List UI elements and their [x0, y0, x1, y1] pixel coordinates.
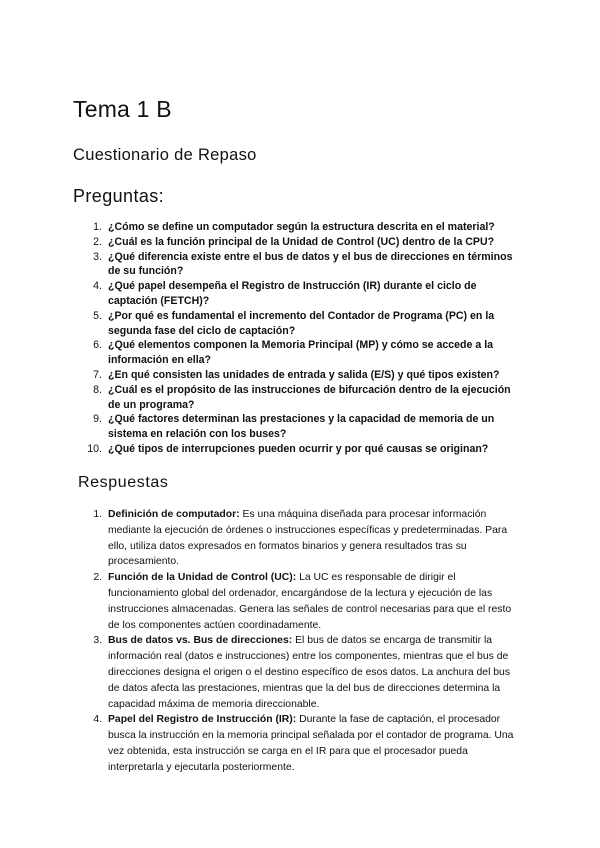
question-text: ¿Qué papel desempeña el Registro de Instrucción (IR) durante el ciclo de captación (FETCH)? [108, 280, 477, 307]
question-text: ¿Qué factores determinan las prestaciones y la capacidad de memoria de un sistema en relación con los buses? [108, 413, 495, 441]
answer-text: Durante la fase de captación, el procesador busca la instrucción en la memoria principal señalada por el contador de programa. Una vez obtenida, esta instrucción se carga en el IR para que el procesador pueda interpretarla y ejecutarla posteriormente. [108, 714, 514, 773]
answer-text: La UC es responsable de dirigir el funcionamiento global del ordenador, encargándose de la lectura y ejecución de las instrucciones almacenadas. Genera las señales de control necesarias para que el resto de los componentes actúen coordinadamente. [108, 572, 512, 631]
answer-item [80, 507, 520, 570]
answer-term: Bus de datos vs. Bus de direcciones: [108, 635, 293, 647]
answer-number: 1. [93, 509, 102, 520]
answer-number: 3. [93, 635, 102, 647]
question-item [80, 235, 520, 250]
question-number: 1. [93, 221, 102, 233]
answer-term: Definición de computador: [108, 509, 240, 520]
question-number: 3. [93, 250, 102, 263]
answer-term: Papel del Registro de Instrucción (IR): [108, 714, 297, 726]
document-title: Tema 1 B [73, 96, 172, 122]
question-number: 9. [93, 413, 102, 426]
question-number: 10. [87, 442, 102, 455]
document-subtitle: Cuestionario de Repaso [73, 146, 257, 164]
question-text: ¿Cuál es el propósito de las instrucciones de bifurcación dentro de la ejecución de un programa? [108, 383, 511, 411]
question-text: ¿Qué diferencia existe entre el bus de datos y el bus de direcciones en términos de su función? [108, 250, 513, 278]
question-number: 2. [93, 235, 102, 248]
answer-number: 2. [93, 572, 102, 584]
question-number: 7. [93, 368, 102, 381]
answers-list [80, 507, 520, 776]
question-item [80, 250, 520, 280]
question-number: 5. [93, 309, 102, 322]
question-text: ¿En qué consisten las unidades de entrada y salida (E/S) y qué tipos existen? [108, 368, 500, 381]
question-text: ¿Qué elementos componen la Memoria Principal (MP) y cómo se accede a la información en ella? [108, 339, 494, 367]
question-number: 8. [93, 383, 102, 396]
answer-term: Función de la Unidad de Control (UC): [108, 572, 297, 584]
question-text: ¿Qué tipos de interrupciones pueden ocurrir y por qué causas se originan? [108, 442, 489, 455]
question-text: ¿Por qué es fundamental el incremento del Contador de Programa (PC) en la segunda fase del ciclo de captación? [108, 309, 495, 337]
questions-list [80, 220, 520, 457]
question-item [80, 338, 520, 368]
question-number: 6. [93, 339, 102, 352]
question-item [80, 368, 520, 383]
question-text: ¿Cuál es la función principal de la Unidad de Control (UC) dentro de la CPU? [108, 235, 495, 248]
answer-item [80, 570, 520, 633]
question-item [80, 442, 520, 457]
question-item [80, 412, 520, 442]
question-item [80, 220, 520, 235]
answer-number: 4. [93, 714, 102, 726]
answers-heading: Respuestas [78, 474, 169, 491]
question-item [80, 383, 520, 413]
question-number: 4. [93, 280, 102, 293]
question-item [80, 309, 520, 339]
questions-heading: Preguntas: [73, 186, 165, 206]
answer-item [80, 712, 520, 775]
answer-text: Es una máquina diseñada para procesar información mediante la ejecución de órdenes o instrucciones específicas y predeterminadas. Para ello, utiliza datos expresados en formatos binarios y genera resultados tras su procesamiento. [108, 509, 508, 568]
question-text: ¿Cómo se define un computador según la estructura descrita en el material? [108, 221, 495, 233]
question-item [80, 279, 520, 309]
answer-text: El bus de datos se encarga de transmitir la información real (datos e instrucciones) entre los componentes, mientras que el bus de direcciones designa el origen o el destino específico de esos datos. La anchura del bus de datos afecta las prestaciones, mientras que la del bus de direcciones determina la capacidad máxima de memoria direccionable. [108, 635, 511, 710]
answer-item [80, 633, 520, 712]
